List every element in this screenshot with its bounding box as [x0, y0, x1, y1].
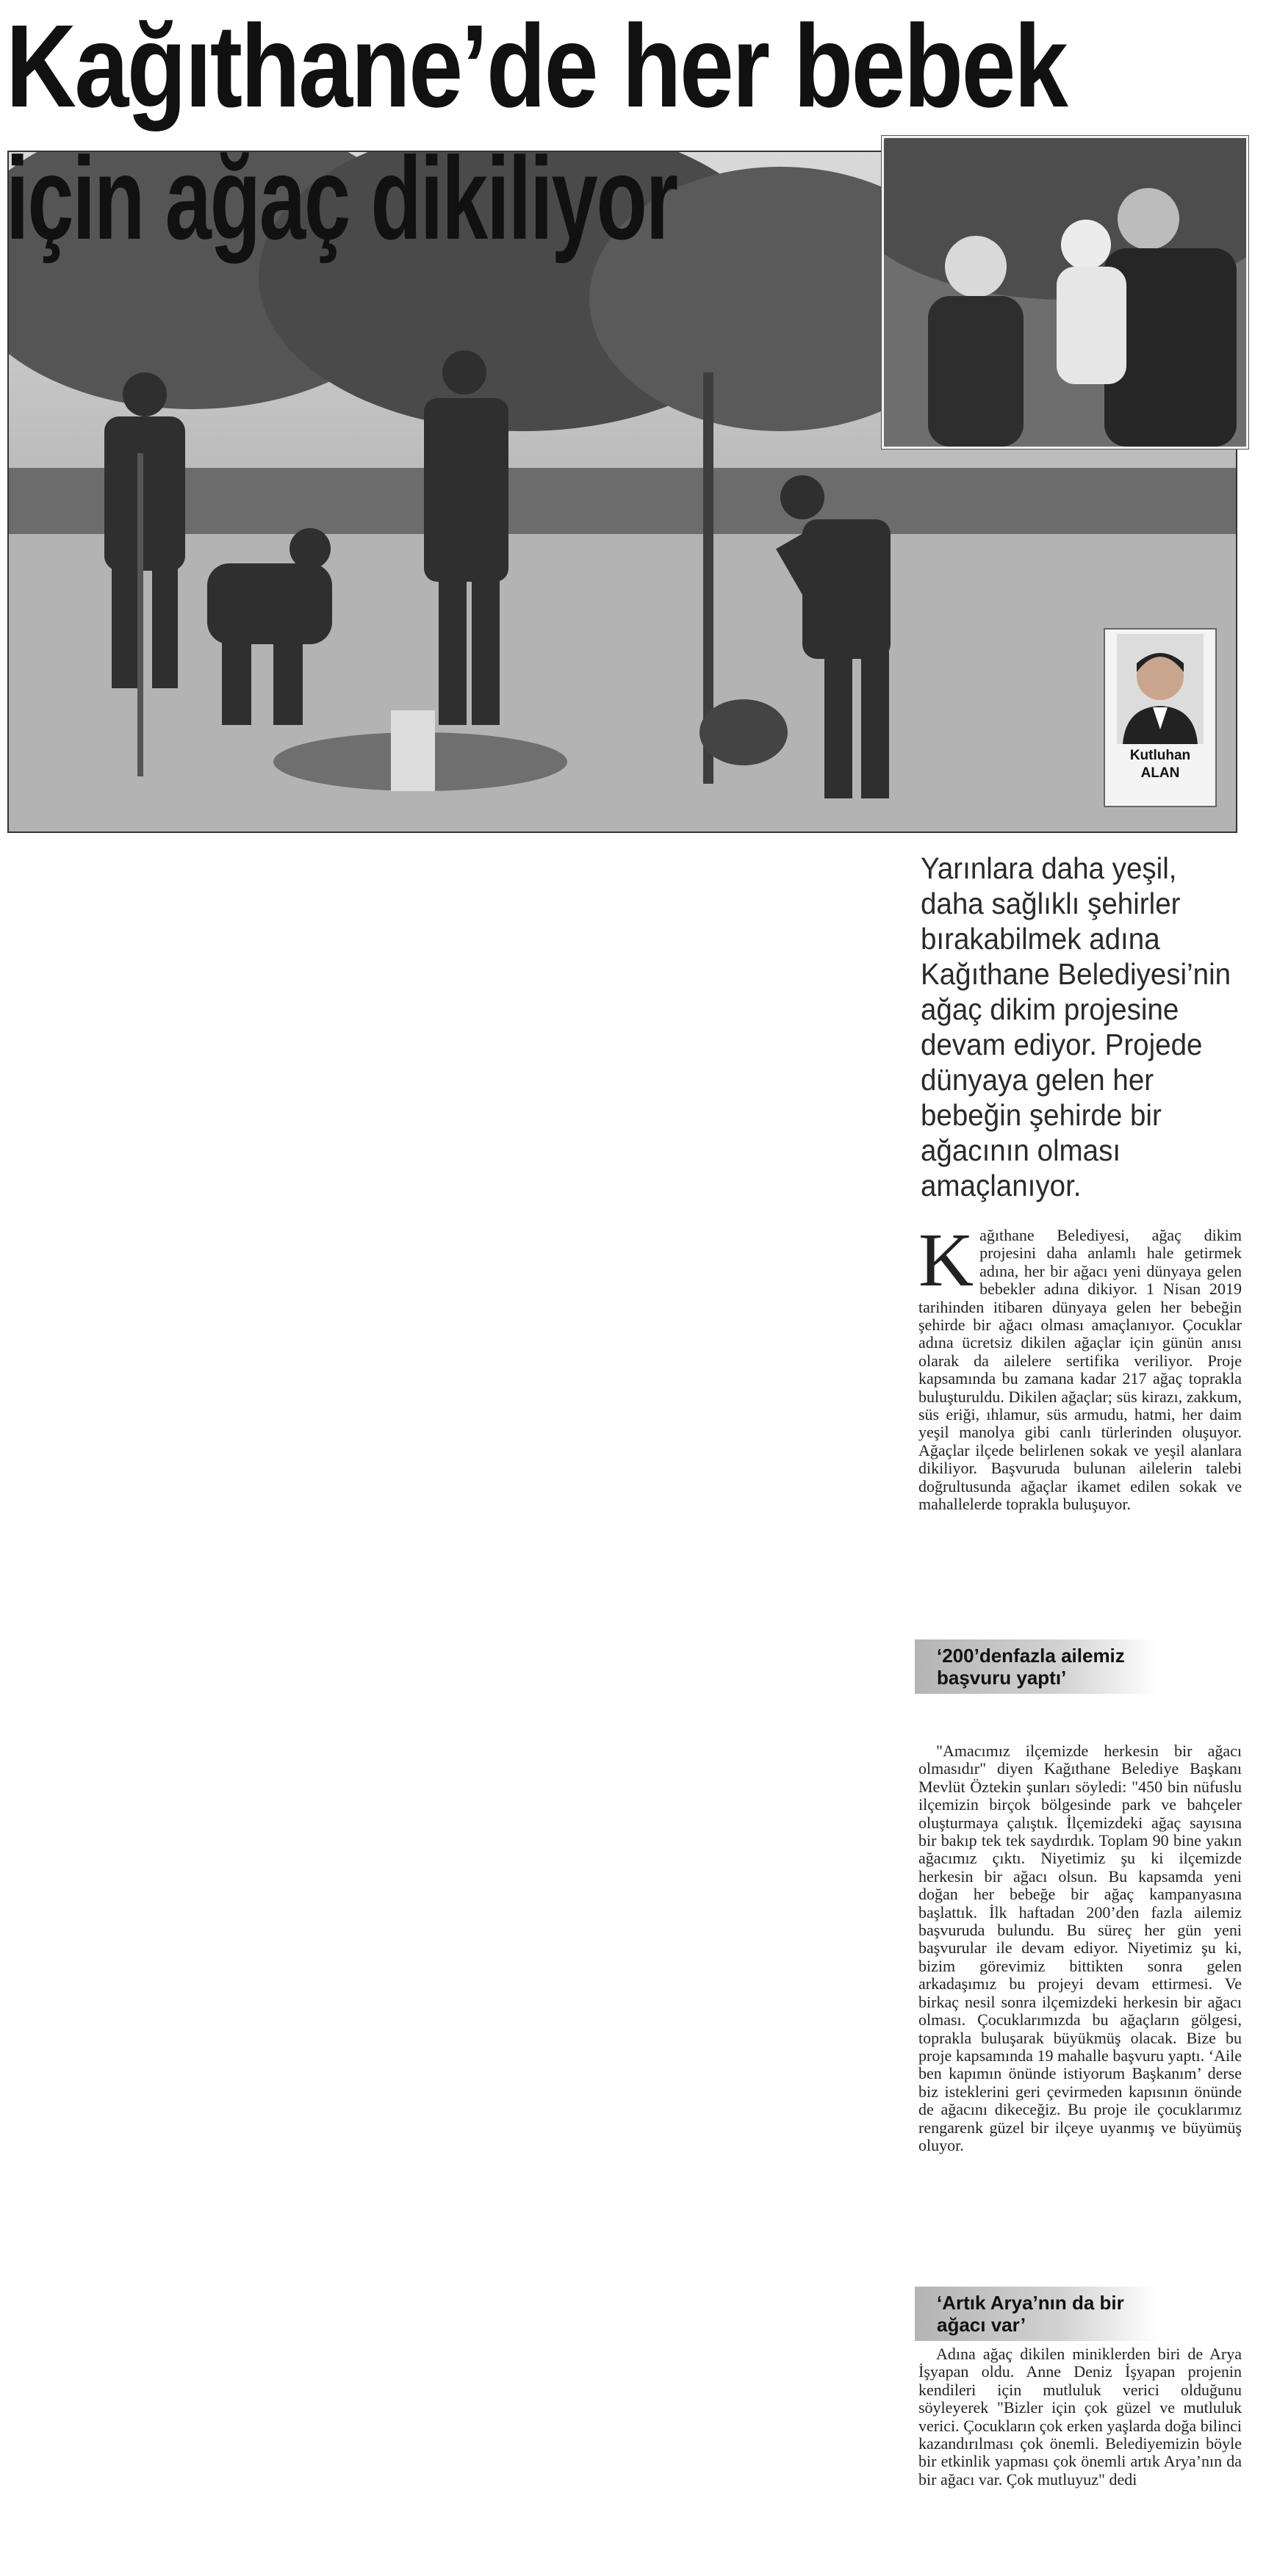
byline-box: [1104, 628, 1217, 807]
subhead-1: ‘200’denfazla ailemiz başvuru yaptı’: [915, 1639, 1157, 1694]
byline-last-name: ALAN: [1140, 765, 1180, 781]
body-paragraph-1: [918, 1218, 1242, 1514]
mother-and-baby-photo-icon: [884, 138, 1246, 447]
subhead-2: ‘Artık Arya’nın da bir ağacı var’: [915, 2287, 1157, 2341]
body-paragraph-2: "Amacımız ilçemizde herkesin bir ağacı olmasıdır" diyen Kağıthane Belediye Başkanı Mevlüt Öztekin şunları söyledi: "450 bin nüfuslu ilçemizin birçok bölgesinde park ve bahçeler oluşturmaya çalıştık. İlçemizdeki ağaç sayısına bir bakıp tek tek saydırdık. Toplam 90 bine yakın ağacımız çıktı. Niyetimiz şu ki ilçemizde herkesin bir ağacı olsun. Bu kapsamda yeni doğan her bebeğe bir ağaç kampanyasına başlattık. İlk haftadan 200’den fazla ailemiz başvuruda bulundu. Bu süreç her gün yeni başvurular ile devam ediyor. Niyetimiz şu ki, bizim görevimiz bittikten sonra gelen arkadaşımız bu projeyi devam ettirmesi. Ve birkaç nesil sonra ilçemizdeki herkesin bir ağacı olması. Çocuklarımızda bu ağaçların gölgesi, toprakla buluşarak büyükmüş olacak. Bize bu proje kapsamında 19 mahalle başvuru yaptı. ‘Aile ben kapımın önünde istiyorum Başkanım’ derse biz isteklerini geri çevirmeden kapısının önünde de ağacını dikeceğiz. Bu proje ile çocuklarımız rengarenk güzel bir ilçeye uyanmış ve büyümüş oluyor.: [918, 1742, 1242, 2154]
headline-line-2: için ağaç dikiliyor: [6, 132, 677, 264]
dropcap: K: [918, 1218, 974, 1302]
headline-line-1: Kağıthane’de her bebek: [6, 0, 1067, 131]
inset-photo: [882, 136, 1248, 449]
byline-first-name: Kutluhan: [1129, 748, 1191, 763]
body-paragraph-1-text: ağıthane Belediyesi, ağaç dikim projesini daha anlamlı hale getirmek adına, her bir ağacı yeni dünyaya gelen bebekler adına dikiyor. 1 Nisan 2019 tarihinden itibaren dünyaya gelen her bebeğin şehirde bir ağacı olması amaçlanıyor. Çocuklar adına ücretsiz dikilen ağaçlar için günün anısı olarak da ailelere sertifika veriliyor. Proje kapsamında bu zamana kadar 217 ağaç toprakla buluşturuldu. Dikilen ağaçlar; süs kirazı, zakkum, süs eriği, ıhlamur, süs armudu, hatmi, her daim yeşil manolya gibi canlı türlerinden oluşuyor. Ağaçlar ilçede belirlenen sokak ve yeşil alanlara dikiliyor. Başvuruda bulunan ailelerin talebi doğrultusunda ağaçlar ikamet edilen sokak ve mahallelerde toprakla buluşuyor.: [918, 1226, 1242, 1514]
reporter-portrait-icon: [1117, 634, 1204, 744]
body-paragraph-3: Adına ağaç dikilen miniklerden biri de Arya İşyapan oldu. Anne Deniz İşyapan projenin kendileri için mutluluk verici olduğunu söyleyerek "Bizler için çok güzel ve mutluluk verici. Çocukların çok erken yaşlarda doğa bilinci kazandırılması çok önemli. Belediyemizin böyle bir etkinlik yapması çok önemli artık Arya’nın da bir ağacı var. Çok mutluyuz" dedi: [918, 2345, 1242, 2489]
deck-summary: Yarınlara daha yeşil, daha sağlıklı şehirler bırakabilmek adına Kağıthane Belediyesi’nin ağaç dikim projesine devam ediyor. Projede dünyaya gelen her bebeğin şehirde bir ağacının olması amaçlanıyor.: [921, 851, 1231, 1202]
